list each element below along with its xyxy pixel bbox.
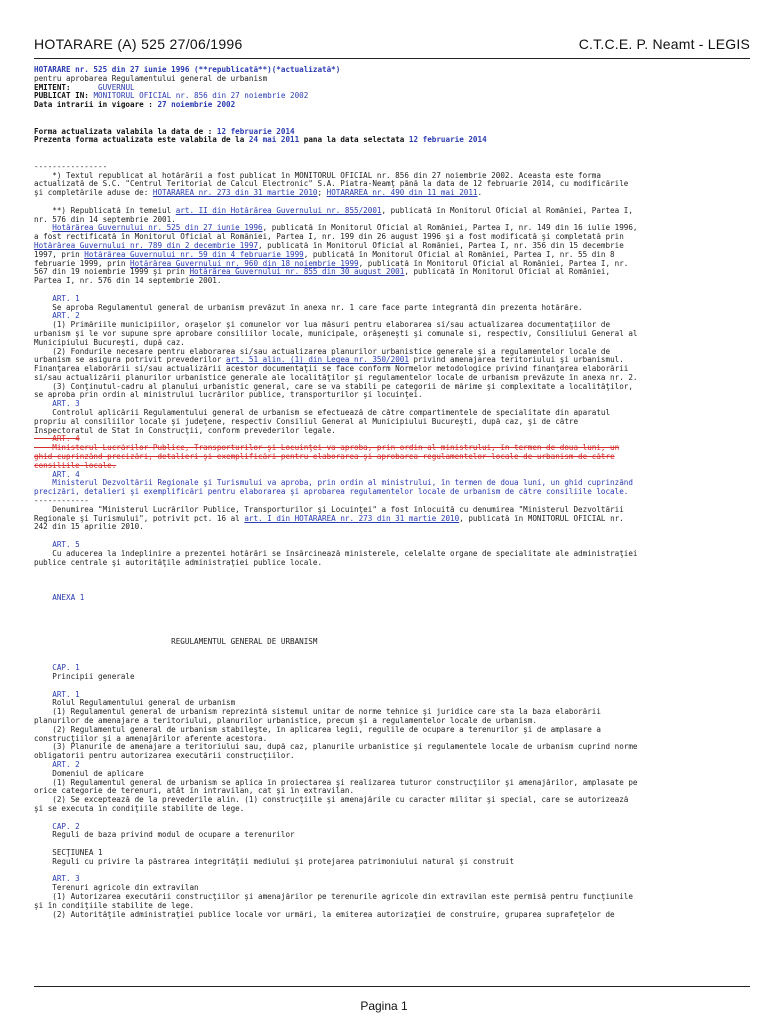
line-repealed	[34, 435, 750, 444]
line-amended	[34, 479, 750, 488]
page-number: Pagina 1	[360, 999, 408, 1013]
text-segment: SECŢIUNEA 1	[34, 848, 103, 857]
text-segment: 27 noiembrie 2002	[157, 101, 236, 110]
line-body	[34, 770, 750, 779]
line-body	[34, 752, 750, 761]
blank-line	[34, 567, 750, 576]
cross-reference-link[interactable]: Hotărârea Guvernului nr. 960 din 18 noiembrie 1999	[130, 259, 359, 268]
line-sep	[34, 163, 750, 172]
text-segment: pentru aprobarea Regulamentului general de urbanism	[34, 74, 268, 83]
cross-reference-link[interactable]: Hotărârea Guvernului nr. 855 din 30 august 2001	[189, 268, 405, 277]
line-repealed	[34, 462, 750, 471]
line-body	[34, 304, 750, 313]
text-segment: .	[477, 189, 483, 198]
line-art-label	[34, 400, 750, 409]
line-body	[34, 427, 750, 436]
line-note	[34, 277, 750, 286]
line-body	[34, 348, 750, 357]
line-body	[34, 805, 750, 814]
text-segment: , publicată în MONITORUL OFICIAL nr.	[459, 514, 624, 523]
line-issuer	[34, 84, 750, 93]
text-segment: EMITENT:	[34, 83, 99, 92]
line-body	[34, 409, 750, 418]
line-body	[34, 418, 750, 427]
text-segment: , publicată în Monitorul Oficial al României, Partea I, nr. 356 din 15 decembrie	[258, 241, 624, 250]
text-segment: CAP. 1	[34, 664, 80, 673]
line-body	[34, 779, 750, 788]
text-segment: ART. 4	[34, 435, 80, 444]
text-segment: ANEXA 1	[34, 593, 85, 602]
text-segment: Ministerul Dezvoltării Regionale şi Turismului va aproba, prin ordin al ministrului, în termen de doua luni, un ghid cuprinzând	[34, 479, 633, 488]
text-segment: (3) Conţinutul-cadru al planului urbanistic general, care se va stabili pe categorii de mărime şi complexitate a localităţilor,	[34, 382, 633, 391]
blank-line	[34, 611, 750, 620]
line-note	[34, 207, 750, 216]
text-segment: (2) Regulamentul general de urbanism stabileşte, în aplicarea legii, regulile de ocupare a terenurilor şi de amplasare a	[34, 725, 601, 734]
text-segment: Denumirea "Ministerul Lucrărilor Publice, Transporturilor şi Locuinţei" a fost înlocuită cu denumirea "Ministerul Dezvoltării	[34, 505, 624, 514]
cross-reference-link[interactable]: Hotărârea Guvernului nr. 525 din 27 iunie 1996	[52, 224, 263, 233]
line-body	[34, 911, 750, 920]
text-segment: urbanism şi le vor supune spre aprobare consiliilor locale, municipale, orăşeneşti şi comunale si, respectiv, Consiliului General al	[34, 329, 638, 338]
line-chap-label	[34, 664, 750, 673]
cross-reference-link[interactable]: HOTĂRÂREA nr. 273 din 31 martie 2010	[152, 189, 318, 198]
text-segment: , publicată în Monitorul Oficial al României, Partea I,	[381, 206, 633, 215]
blank-line	[34, 532, 750, 541]
blank-line	[34, 814, 750, 823]
text-segment: MONITORUL OFICIAL nr. 856 din 27 noiembrie 2002	[93, 92, 309, 101]
line-effective	[34, 101, 750, 110]
header-rule	[34, 58, 750, 59]
text-segment: Finanţarea elaborării si/sau actualizării acestor documentaţii se face conform Normelor metodologice privind finanţarea elaborării	[34, 365, 629, 374]
line-art-label	[34, 312, 750, 321]
cross-reference-link[interactable]: art. 51 alin. (1) din Legea nr. 350/2001	[226, 356, 409, 365]
line-note	[34, 224, 750, 233]
text-segment: ART. 3	[34, 875, 80, 884]
footer-rule	[34, 986, 750, 987]
line-note	[34, 242, 750, 251]
line-repealed	[34, 453, 750, 462]
line-body	[34, 374, 750, 383]
text-segment: GUVERNUL	[98, 83, 135, 92]
text-segment: (2) Se exceptează de la prevederile alin. (1) construcţiile şi amenajările cu caracter militar şi special, care se autorizează	[34, 796, 629, 805]
line-section-label	[34, 849, 750, 858]
cross-reference-link[interactable]: art. II din Hotărârea Guvernului nr. 855/2001	[175, 206, 382, 215]
line-body	[34, 699, 750, 708]
line-chap-label	[34, 823, 750, 832]
blank-line	[34, 119, 750, 128]
text-segment: (1) Regulamentul general de urbanism reprezintă sistemul unitar de norme tehnice şi juridice care sta la baza elaborării	[34, 708, 601, 717]
text-segment: Partea I, nr. 576 din 14 septembrie 2001.	[34, 277, 222, 286]
text-segment: privind amenajarea teritoriului şi urbanismul.	[408, 356, 624, 365]
blank-line	[34, 682, 750, 691]
line-reg-title	[34, 638, 750, 647]
cross-reference-link[interactable]: Hotărârea Guvernului nr. 789 din 2 decembrie 1997	[34, 241, 259, 250]
line-body	[34, 506, 750, 515]
header-right: C.T.C.E. P. Neamt - LEGIS	[578, 36, 750, 52]
text-segment: ghid cuprinzând precizări, detalieri şi exemplificări pentru elaborarea şi aprobarea regulamentelor locale de urbanism de către	[34, 453, 615, 462]
page-header	[34, 34, 750, 56]
text-segment: (1) Regulamentul general de urbanism se aplica în proiectarea şi realizarea tuturor construcţiilor şi amenajărilor, amplasate pe	[34, 778, 638, 787]
blank-line	[34, 655, 750, 664]
text-segment: nr. 576 din 14 septembrie 2001.	[34, 215, 176, 224]
text-segment: (1) Primăriile municipiilor, oraşelor şi comunelor vor lua măsuri pentru elaborarea si/sau actualizarea documentaţiilor de	[34, 321, 611, 330]
blank-line	[34, 198, 750, 207]
line-body	[34, 550, 750, 559]
text-segment: Reguli cu privire la păstrarea integrităţii mediului şi protejarea patrimoniului natural şi construit	[34, 857, 515, 866]
line-title	[34, 66, 750, 75]
line-body	[34, 523, 750, 532]
line-body	[34, 339, 750, 348]
text-segment: Controlul aplicării Regulamentului general de urbanism se efectuează de către compartimentele de specialitate din aparatul	[34, 409, 611, 418]
text-segment: şi completările aduse de:	[34, 189, 153, 198]
text-segment: şi în condiţiile stabilite de lege.	[34, 901, 195, 910]
text-segment: ART. 4	[34, 470, 80, 479]
line-body	[34, 893, 750, 902]
text-segment: Terenuri agricole din extravilan	[34, 884, 199, 893]
text-segment: Ministerul Lucrărilor Publice, Transporturilor şi Locuinţei va aproba, prin ordin al ministrului, în termen de doua luni, un	[34, 444, 620, 453]
text-segment: orice categorie de terenuri, atât în intravilan, cat şi în extravilan.	[34, 787, 355, 796]
blank-line	[34, 154, 750, 163]
text-segment: ART. 1	[34, 294, 80, 303]
text-segment: Inspectoratul de Stat în Construcţii, conform prevederilor legale.	[34, 426, 336, 435]
text-segment: 24 mai 2011	[248, 136, 300, 145]
text-segment: Municipiului Bucureşti, după caz.	[34, 338, 185, 347]
line-body	[34, 356, 750, 365]
text-segment: ART. 3	[34, 400, 80, 409]
text-segment: Reguli de baza privind modul de ocupare a terenurilor	[34, 831, 295, 840]
line-body	[34, 365, 750, 374]
line-note	[34, 189, 750, 198]
blank-line	[34, 576, 750, 585]
line-body	[34, 787, 750, 796]
text-segment: pana la data selectata	[299, 136, 409, 145]
line-body	[34, 559, 750, 568]
line-body	[34, 743, 750, 752]
text-segment: 242 din 15 aprilie 2010.	[34, 523, 144, 532]
text-segment: Prezenta forma actualizata este valabila de la	[34, 136, 249, 145]
line-body	[34, 831, 750, 840]
line-note	[34, 233, 750, 242]
text-segment: si/sau actualizării planurilor urbanistice generale ale localităţilor şi regulamentelor locale de urbanism prevăzute în anexa nr. 2.	[34, 373, 638, 382]
line-body	[34, 717, 750, 726]
text-segment: REGULAMENTUL GENERAL DE URBANISM	[34, 637, 318, 646]
blank-line	[34, 647, 750, 656]
line-body	[34, 735, 750, 744]
line-body	[34, 673, 750, 682]
line-form-a	[34, 128, 750, 137]
text-segment: Rolul Regulamentului general de urbanism	[34, 699, 236, 708]
line-repealed	[34, 444, 750, 453]
text-segment: consiliile locale.	[34, 461, 117, 470]
line-body	[34, 321, 750, 330]
text-segment: ART. 5	[34, 541, 80, 550]
text-segment: obligatorii pentru autorizarea executării construcţiilor.	[34, 752, 295, 761]
line-body	[34, 330, 750, 339]
text-segment: se aproba prin ordin al ministrului lucrărilor publice, transporturilor şi locuinţei.	[34, 391, 423, 400]
text-segment: 12 februarie 2014	[408, 136, 487, 145]
text-segment: ;	[317, 189, 327, 198]
line-body	[34, 708, 750, 717]
text-segment: (3) Planurile de amenajare a teritoriului sau, după caz, planurile urbanistice şi regulamentele locale de urbanism cuprind norme	[34, 743, 638, 752]
text-segment: ------------	[34, 497, 89, 506]
line-art-label	[34, 691, 750, 700]
line-subtitle	[34, 75, 750, 84]
line-sep	[34, 497, 750, 506]
line-note	[34, 251, 750, 260]
text-segment: **) Republicată în temeiul	[34, 206, 176, 215]
text-segment: construcţiilor şi a amenajărilor aferente acestora.	[34, 734, 268, 743]
header-left: HOTARARE (A) 525 27/06/1996	[34, 36, 243, 52]
text-segment: , publicată în Monitorul Oficial al României, Partea I, nr. 149 din 16 iulie 1996,	[262, 224, 638, 233]
text-segment: ----------------	[34, 162, 108, 171]
line-annex-label	[34, 594, 750, 603]
text-segment: ART. 2	[34, 760, 80, 769]
line-art-label	[34, 761, 750, 770]
line-body	[34, 858, 750, 867]
text-segment: actualizată de S.C. "Centrul Teritorial de Calcul Electronic" S.A. Piatra-Neamţ până la data de 12 februarie 2014, cu modificările	[34, 180, 629, 189]
line-form-b	[34, 136, 750, 145]
blank-line	[34, 110, 750, 119]
text-segment: (1) Autorizarea executării construcţiilor şi amenajărilor pe terenurile agricole din extravilan este permisă pentru funcţiunile	[34, 892, 633, 901]
line-note	[34, 216, 750, 225]
line-amended	[34, 488, 750, 497]
line-art-label	[34, 471, 750, 480]
text-segment: , publicată în Monitorul Oficial al României, Partea I, nr.	[358, 259, 629, 268]
text-segment: Data intrarii in vigoare :	[34, 101, 158, 110]
text-segment: 1997, prin	[34, 250, 85, 259]
text-segment: ART. 2	[34, 312, 80, 321]
text-segment: şi se executa în condiţiile stabilite de lege.	[34, 804, 245, 813]
cross-reference-link[interactable]: HOTĂRÂREA nr. 490 din 11 mai 2011	[326, 189, 478, 198]
text-segment: , publicată în Monitorul Oficial al României, Partea I, nr. 55 din 8	[303, 250, 615, 259]
text-segment: Se aproba Regulamentul general de urbanism prevăzut în anexa nr. 1 care face parte integrantă din prezenta hotărâre.	[34, 303, 583, 312]
line-note	[34, 260, 750, 269]
text-segment: Domeniul de aplicare	[34, 769, 144, 778]
text-segment: (2) Autorităţile administraţiei publice locale vor urmări, la emiterea autorizaţiei de construire, gruparea suprafeţelor de	[34, 910, 615, 919]
blank-line	[34, 867, 750, 876]
text-segment: Regionale şi Turismului", potrivit pct. 16 al	[34, 514, 245, 523]
line-published	[34, 92, 750, 101]
text-segment: CAP. 2	[34, 822, 80, 831]
text-segment	[34, 224, 52, 232]
blank-line	[34, 585, 750, 594]
line-note	[34, 180, 750, 189]
line-note	[34, 172, 750, 181]
text-segment: Cu aducerea la îndeplinire a prezentei hotărâri se însărcinează ministerele, celelalte organe de specialitate ale administraţiei	[34, 549, 638, 558]
text-segment: ART. 1	[34, 690, 80, 699]
blank-line	[34, 620, 750, 629]
document-body	[34, 66, 750, 986]
text-segment: *) Textul republicat al hotărârii a fost publicat în MONITORUL OFICIAL nr. 856 din 27 noiembrie 2002. Aceasta este forma	[34, 171, 601, 180]
line-art-label	[34, 541, 750, 550]
line-note	[34, 268, 750, 277]
text-segment: HOTĂRÂRE nr. 525 din 27 iunie 1996 (**republicată**)(*actualizată*)	[34, 66, 341, 74]
line-body	[34, 515, 750, 524]
line-body	[34, 902, 750, 911]
line-body	[34, 796, 750, 805]
text-segment: Principii generale	[34, 672, 135, 681]
line-body	[34, 884, 750, 893]
blank-line	[34, 629, 750, 638]
text-segment: februarie 1999, prin	[34, 259, 131, 268]
cross-reference-link[interactable]: art. I din HOTĂRÂREA nr. 273 din 31 martie 2010	[244, 514, 460, 523]
line-art-label	[34, 295, 750, 304]
text-segment: PUBLICAT ÎN:	[34, 92, 94, 101]
text-segment: publice centrale şi autorităţile administraţiei publice locale.	[34, 558, 323, 567]
text-segment: 567 din 19 noiembrie 1999 şi prin	[34, 268, 190, 277]
text-segment: (2) Fondurile necesare pentru elaborarea si/sau actualizarea planurilor urbanistice generale şi a regulamentelor locale de	[34, 347, 611, 356]
text-segment: urbanism se asigura potrivit prevederilor	[34, 356, 227, 365]
text-segment: precizări, detalieri şi exemplificări pentru elaborarea şi aprobarea regulamentelor locale de urbanism de către consiliile locale.	[34, 488, 629, 497]
line-body	[34, 391, 750, 400]
blank-line	[34, 840, 750, 849]
text-segment: planurilor de amenajare a teritoriului, planurilor urbanistice, precum şi a regulamentelor locale de urbanism.	[34, 716, 537, 725]
line-body	[34, 726, 750, 735]
text-segment: Forma actualizata valabila la data de :	[34, 127, 217, 136]
cross-reference-link[interactable]: Hotărârea Guvernului nr. 59 din 4 februarie 1999	[84, 250, 304, 259]
text-segment: 12 februarie 2014	[216, 127, 295, 136]
blank-line	[34, 603, 750, 612]
blank-line	[34, 145, 750, 154]
text-segment: , publicată în Monitorul Oficial al României,	[404, 268, 611, 277]
line-art-label	[34, 875, 750, 884]
line-body	[34, 383, 750, 392]
text-segment: a fost rectificată în Monitorul Oficial al României, Partea I, nr. 199 din 26 august 1996 şi a fost modificată şi completată prin	[34, 233, 624, 242]
blank-line	[34, 286, 750, 295]
text-segment: propriu al consiliilor locale şi judeţene, respectiv Consiliul General al Municipiului Bucureşti, după caz, şi de către	[34, 417, 579, 426]
